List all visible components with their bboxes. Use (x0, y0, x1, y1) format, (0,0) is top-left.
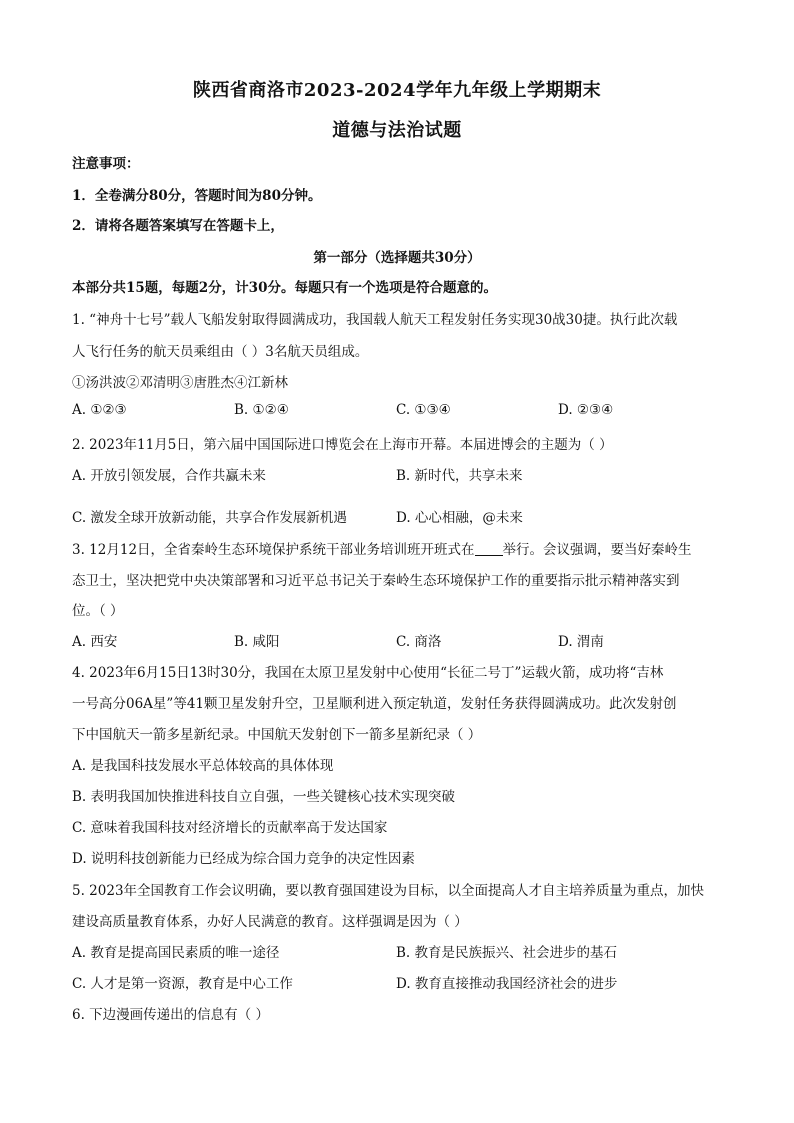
exam-title: 陕西省商洛市2023-2024学年九年级上学期期末 (192, 80, 602, 101)
q3-stem-line1 (72, 538, 692, 558)
q3-stem-part2: 举行。会议强调，要当好秦岭生 (502, 542, 692, 558)
q5-option-c: C. 人才是第一资源，教育是中心工作 (72, 976, 293, 992)
section-intro: 本部分共15题，每题2分，计30分。每题只有一个选项是符合题意的。 (72, 280, 497, 296)
q3-option-a: A. 西安 (72, 634, 118, 650)
section-title: 第一部分（选择题共30分） (313, 250, 481, 266)
q6-stem: 6. 下边漫画传递出的信息有（ ） (72, 1007, 269, 1023)
q3-stem-part1: 3. 12月12日，全省秦岭生态环境保护系统干部业务培训班开班式在 (72, 542, 475, 558)
q5-option-b: B. 教育是民族振兴、社会进步的基石 (396, 945, 618, 961)
q2-option-a: A. 开放引领发展，合作共赢未来 (72, 468, 266, 484)
q3-option-c: C. 商洛 (396, 634, 442, 650)
notice-item-2: 2．请将各题答案填写在答题卡上， (72, 218, 284, 234)
exam-subtitle: 道德与法治试题 (332, 120, 462, 141)
notice-heading: 注意事项： (72, 156, 140, 172)
q5-option-d: D. 教育直接推动我国经济社会的进步 (396, 976, 618, 992)
q4-option-d: D. 说明科技创新能力已经成为综合国力竞争的决定性因素 (72, 851, 415, 867)
q4-option-a: A. 是我国科技发展水平总体较高的具体体现 (72, 758, 334, 774)
q1-option-a: A. ①②③ (72, 402, 127, 418)
q3-stem-line2: 态卫士，坚决把党中央决策部署和习近平总书记关于秦岭生态环境保护工作的重要指示批示精神落实到 (72, 573, 680, 589)
q3-option-b: B. 咸阳 (234, 634, 280, 650)
q4-stem-line2: 一号高分06A星”等41颗卫星发射升空，卫星顺利进入预定轨道，发射任务获得圆满成功。此次发射创 (72, 696, 677, 712)
q3-option-d: D. 渭南 (558, 634, 604, 650)
q3-blank (475, 541, 503, 556)
q2-option-b: B. 新时代，共享未来 (396, 468, 523, 484)
q1-stem-line1: 1. “神舟十七号”载人飞船发射取得圆满成功，我国载人航天工程发射任务实现30战30捷。执行此次载 (72, 312, 678, 328)
q5-option-a: A. 教育是提高国民素质的唯一途径 (72, 945, 280, 961)
notice-item-1: 1．全卷满分80分，答题时间为80分钟。 (72, 188, 322, 204)
q1-option-b: B. ①②④ (234, 402, 289, 418)
q1-items: ①汤洪波②邓清明③唐胜杰④江新林 (72, 375, 288, 391)
q4-option-b: B. 表明我国加快推进科技自立自强，一些关键核心技术实现突破 (72, 789, 456, 805)
q2-option-c: C. 激发全球开放新动能，共享合作发展新机遇 (72, 510, 347, 526)
q5-stem-line2: 建设高质量教育体系，办好人民满意的教育。这样强调是因为（ ） (72, 914, 468, 930)
q4-stem-line1: 4. 2023年6月15日13时30分，我国在太原卫星发射中心使用“长征二号丁”运载火箭，成功将“吉林 (72, 665, 664, 681)
q3-stem-line3: 位。（ ） (72, 603, 124, 619)
q1-option-d: D. ②③④ (558, 402, 614, 418)
q1-option-c: C. ①③④ (396, 402, 451, 418)
q1-stem-line2: 人飞行任务的航天员乘组由（ ）3名航天员组成。 (72, 344, 369, 360)
q5-stem-line1: 5. 2023年全国教育工作会议明确，要以教育强国建设为目标，以全面提高人才自主培养质量为重点，加快 (72, 883, 705, 899)
q2-stem: 2. 2023年11月5日，第六届中国国际进口博览会在上海市开幕。本届进博会的主题为（ ） (72, 437, 613, 453)
q4-stem-line3: 下中国航天一箭多星新纪录。中国航天发射创下一箭多星新纪录（ ） (72, 727, 482, 743)
q2-option-d: D. 心心相融，@未来 (396, 510, 523, 526)
q4-option-c: C. 意味着我国科技对经济增长的贡献率高于发达国家 (72, 820, 388, 836)
